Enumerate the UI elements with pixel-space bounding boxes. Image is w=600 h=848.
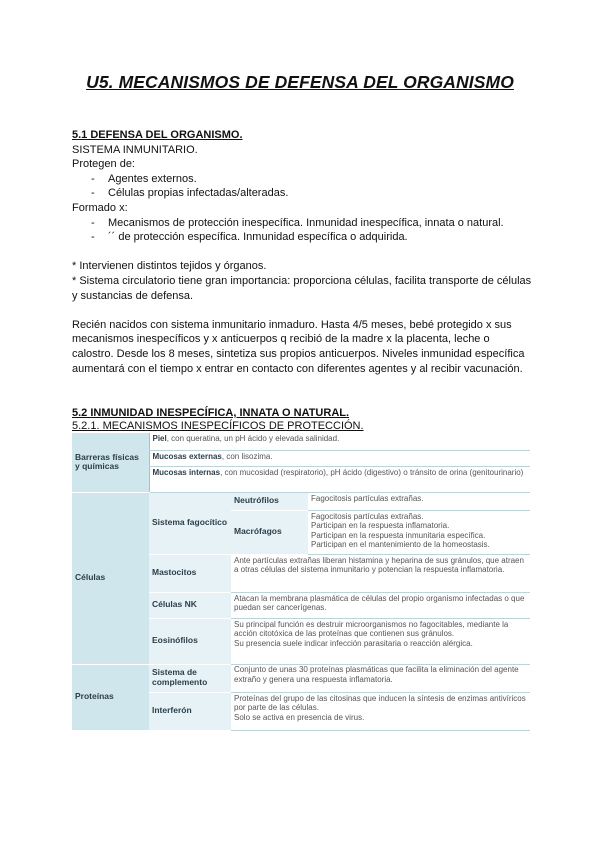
- list-item: - Mecanismos de protección inespecífica. Inmunidad inespecífica, innata o natural.: [72, 216, 532, 231]
- complemento-desc: Conjunto de unas 30 proteínas plasmáticas que facilita la eliminación del agente extraño y genera una respuesta inflamatoria.: [231, 664, 530, 692]
- eosinofilos-desc: Su principal función es destruir microorganismos no fagocitables, mediante la acción citotóxica de las proteínas que contienen sus gránulos. Su presencia suele indicar infección parasitaria o reacción alérgica.: [231, 618, 530, 664]
- macrofagos-desc: Fagocitosis partículas extrañas. Participan en la respuesta inflamatoria. Participan en la respuesta inmunitaria específica. Participan en el mantenimiento de la homeostasis.: [308, 510, 530, 554]
- section-2-subtitle: 5.2.1. MECANISMOS INESPECÍFICOS DE PROTECCIÓN.: [72, 420, 364, 432]
- macrofagos-label: Macrófagos: [231, 510, 308, 554]
- mastocitos-label: Mastocitos: [149, 554, 231, 592]
- mucosas-externas-desc: Mucosas externas, con lisozima.: [149, 450, 530, 466]
- neutrofilos-desc: Fagocitosis partículas extrañas.: [308, 492, 530, 510]
- formado-label: Formado x:: [72, 201, 128, 214]
- celulas-nk-desc: Atacan la membrana plasmática de células del propio organismo infectadas o que puedan ser cancerígenas.: [231, 592, 530, 618]
- proteinas-label: Proteínas: [72, 664, 149, 730]
- celulas-nk-label: Células NK: [149, 592, 231, 618]
- section-2-title: 5.2 INMUNIDAD INESPECÍFICA, INNATA O NATURAL.: [72, 407, 350, 419]
- note: * Intervienen distintos tejidos y órganos.: [72, 260, 267, 273]
- neutrofilos-label: Neutrófilos: [231, 492, 308, 510]
- interferon-label: Interferón: [149, 692, 231, 730]
- note: * Sistema circulatorio tiene gran importancia: proporciona células, facilita transporte de células y sustancias de defensa.: [72, 274, 532, 302]
- interferon-desc: Proteínas del grupo de las citosinas que inducen la síntesis de enzimas antivíricos por parte de las células. Solo se activa en presencia de virus.: [231, 692, 530, 730]
- section-1-title: 5.1 DEFENSA DEL ORGANISMO.: [72, 129, 243, 141]
- sistema-fagocitico-label: Sistema fagocítico: [149, 492, 231, 554]
- list-item: - Células propias infectadas/alteradas.: [72, 186, 532, 201]
- protegen-label: Protegen de:: [72, 158, 135, 171]
- celulas-label: Células: [72, 492, 149, 664]
- barreras-label: Barreras físicas y químicas: [72, 433, 149, 492]
- list-item: - Agentes externos.: [72, 172, 532, 187]
- complemento-label: Sistema de complemento: [149, 664, 231, 692]
- paragraph: Recién nacidos con sistema inmunitario inmaduro. Hasta 4/5 meses, bebé protegido x sus mecanismos inespecíficos y x anticuerpos q recibió de la madre x la placenta, leche o calostro. Desde los 8 meses, sintetiza sus propios anticuerpos. Niveles inmunidad específica aumentará con el tiempo x entrar en contacto con diferentes agentes y al recibir vacunación.: [72, 318, 525, 375]
- mucosas-internas-desc: Mucosas internas, con mucosidad (respiratorio), pH ácido (digestivo) o tránsito de orina (genitourinario): [149, 466, 530, 492]
- mastocitos-desc: Ante partículas extrañas liberan histamina y heparina de sus gránulos, que atraen a otras células del sistema inmunitario y potencian la respuesta inflamatoria.: [231, 554, 530, 592]
- section-1: [72, 128, 532, 376]
- sistema-inmunitario-line: SISTEMA INMUNITARIO.: [72, 143, 198, 156]
- mechanisms-table: [72, 433, 530, 731]
- page-title: U5. MECANISMOS DE DEFENSA DEL ORGANISMO: [86, 72, 514, 92]
- eosinofilos-label: Eosinófilos: [149, 618, 231, 664]
- list-item: - ´´ de protección específica. Inmunidad específica o adquirida.: [72, 230, 532, 245]
- piel-desc: Piel, con queratina, un pH ácido y elevada salinidad.: [149, 433, 530, 450]
